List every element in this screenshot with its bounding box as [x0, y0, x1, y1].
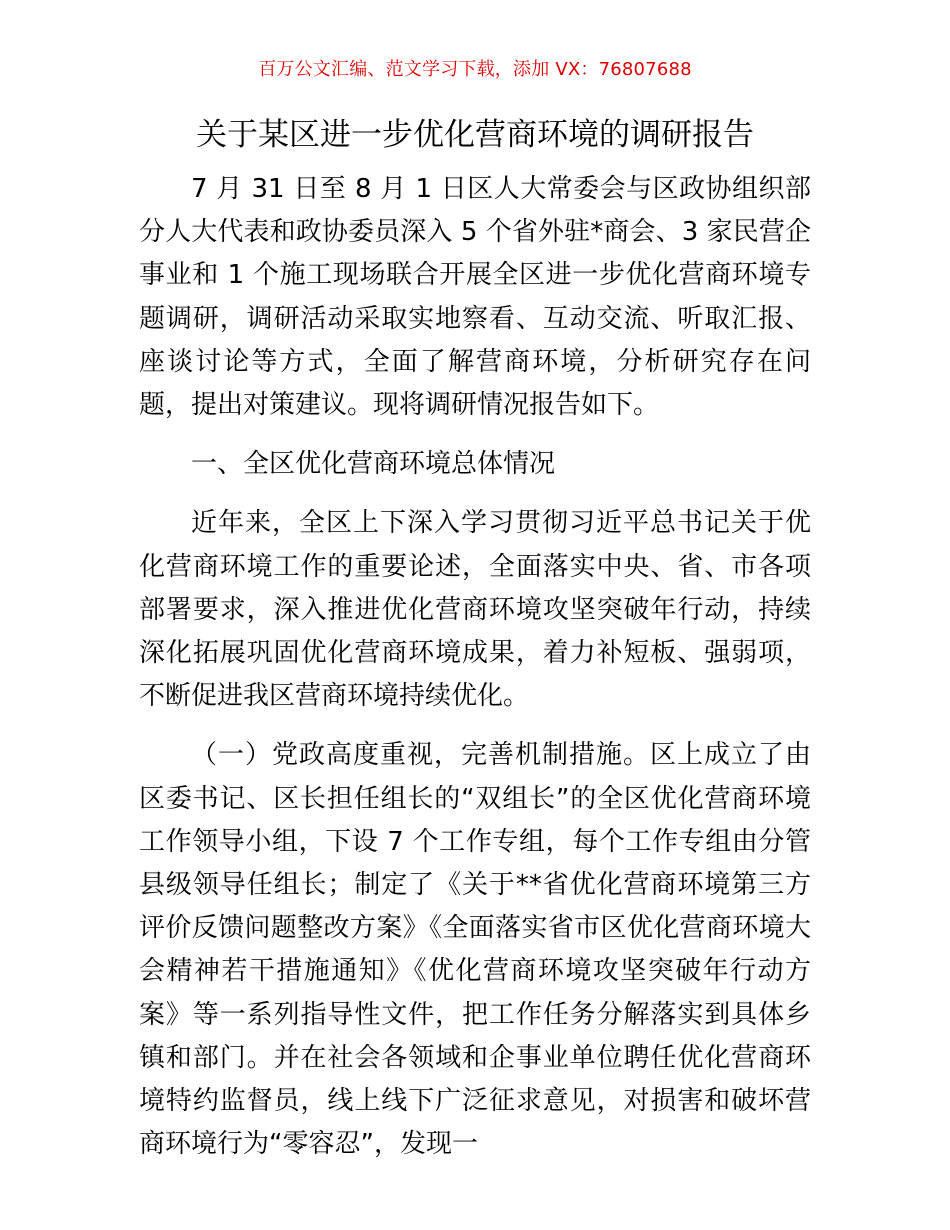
watermark-header: 百万公文汇编、范文学习下载，添加 VX：76807688 [258, 59, 692, 80]
paragraph-gap [139, 427, 811, 443]
paragraph-gap [139, 718, 811, 734]
document-title: 关于某区进一步优化营商环境的调研报告 [196, 117, 754, 153]
intro-paragraph: 7 月 31 日至 8 月 1 日区人大常委会与区政协组织部分人大代表和政协委员深入 5 个省外驻*商会、3 家民营企事业和 1 个施工现场联合开展全区进一步优化营商环境专题调研，调研活动采取实地察看、互动交流、听取汇报、座谈讨论等方式，全面了解营商环境，分析研究存在问题，提出对策建议。现将调研情况报告如下。 [139, 174, 811, 421]
subsection-paragraph: （一）党政高度重视，完善机制措施。区上成立了由区委书记、区长担任组长的“双组长”的全区优化营商环境工作领导小组，下设 7 个工作专组，每个工作专组由分管县级领导任组长；制定了《关于**省优化营商环境第三方评价反馈问题整改方案》《全面落实省市区优化营商环境大会精神若干措施通知》《优化营商环境攻坚突破年行动方案》等一系列指导性文件，把工作任务分解落实到具体乡镇和部门。并在社会各领域和企事业单位聘任优化营商环境特约监督员，线上线下广泛征求意见，对损害和破坏营商环境行为“零容忍”，发现一 [139, 740, 811, 1160]
section-heading: 一、全区优化营商环境总体情况 [191, 449, 556, 480]
paragraph-gap [139, 486, 811, 502]
overview-paragraph: 近年来，全区上下深入学习贯彻习近平总书记关于优化营商环境工作的重要论述，全面落实中央、省、市各项部署要求，深入推进优化营商环境攻坚突破年行动，持续深化拓展巩固优化营商环境成果，着力补短板、强弱项，不断促进我区营商环境持续优化。 [139, 508, 811, 712]
document-body [139, 168, 811, 1166]
